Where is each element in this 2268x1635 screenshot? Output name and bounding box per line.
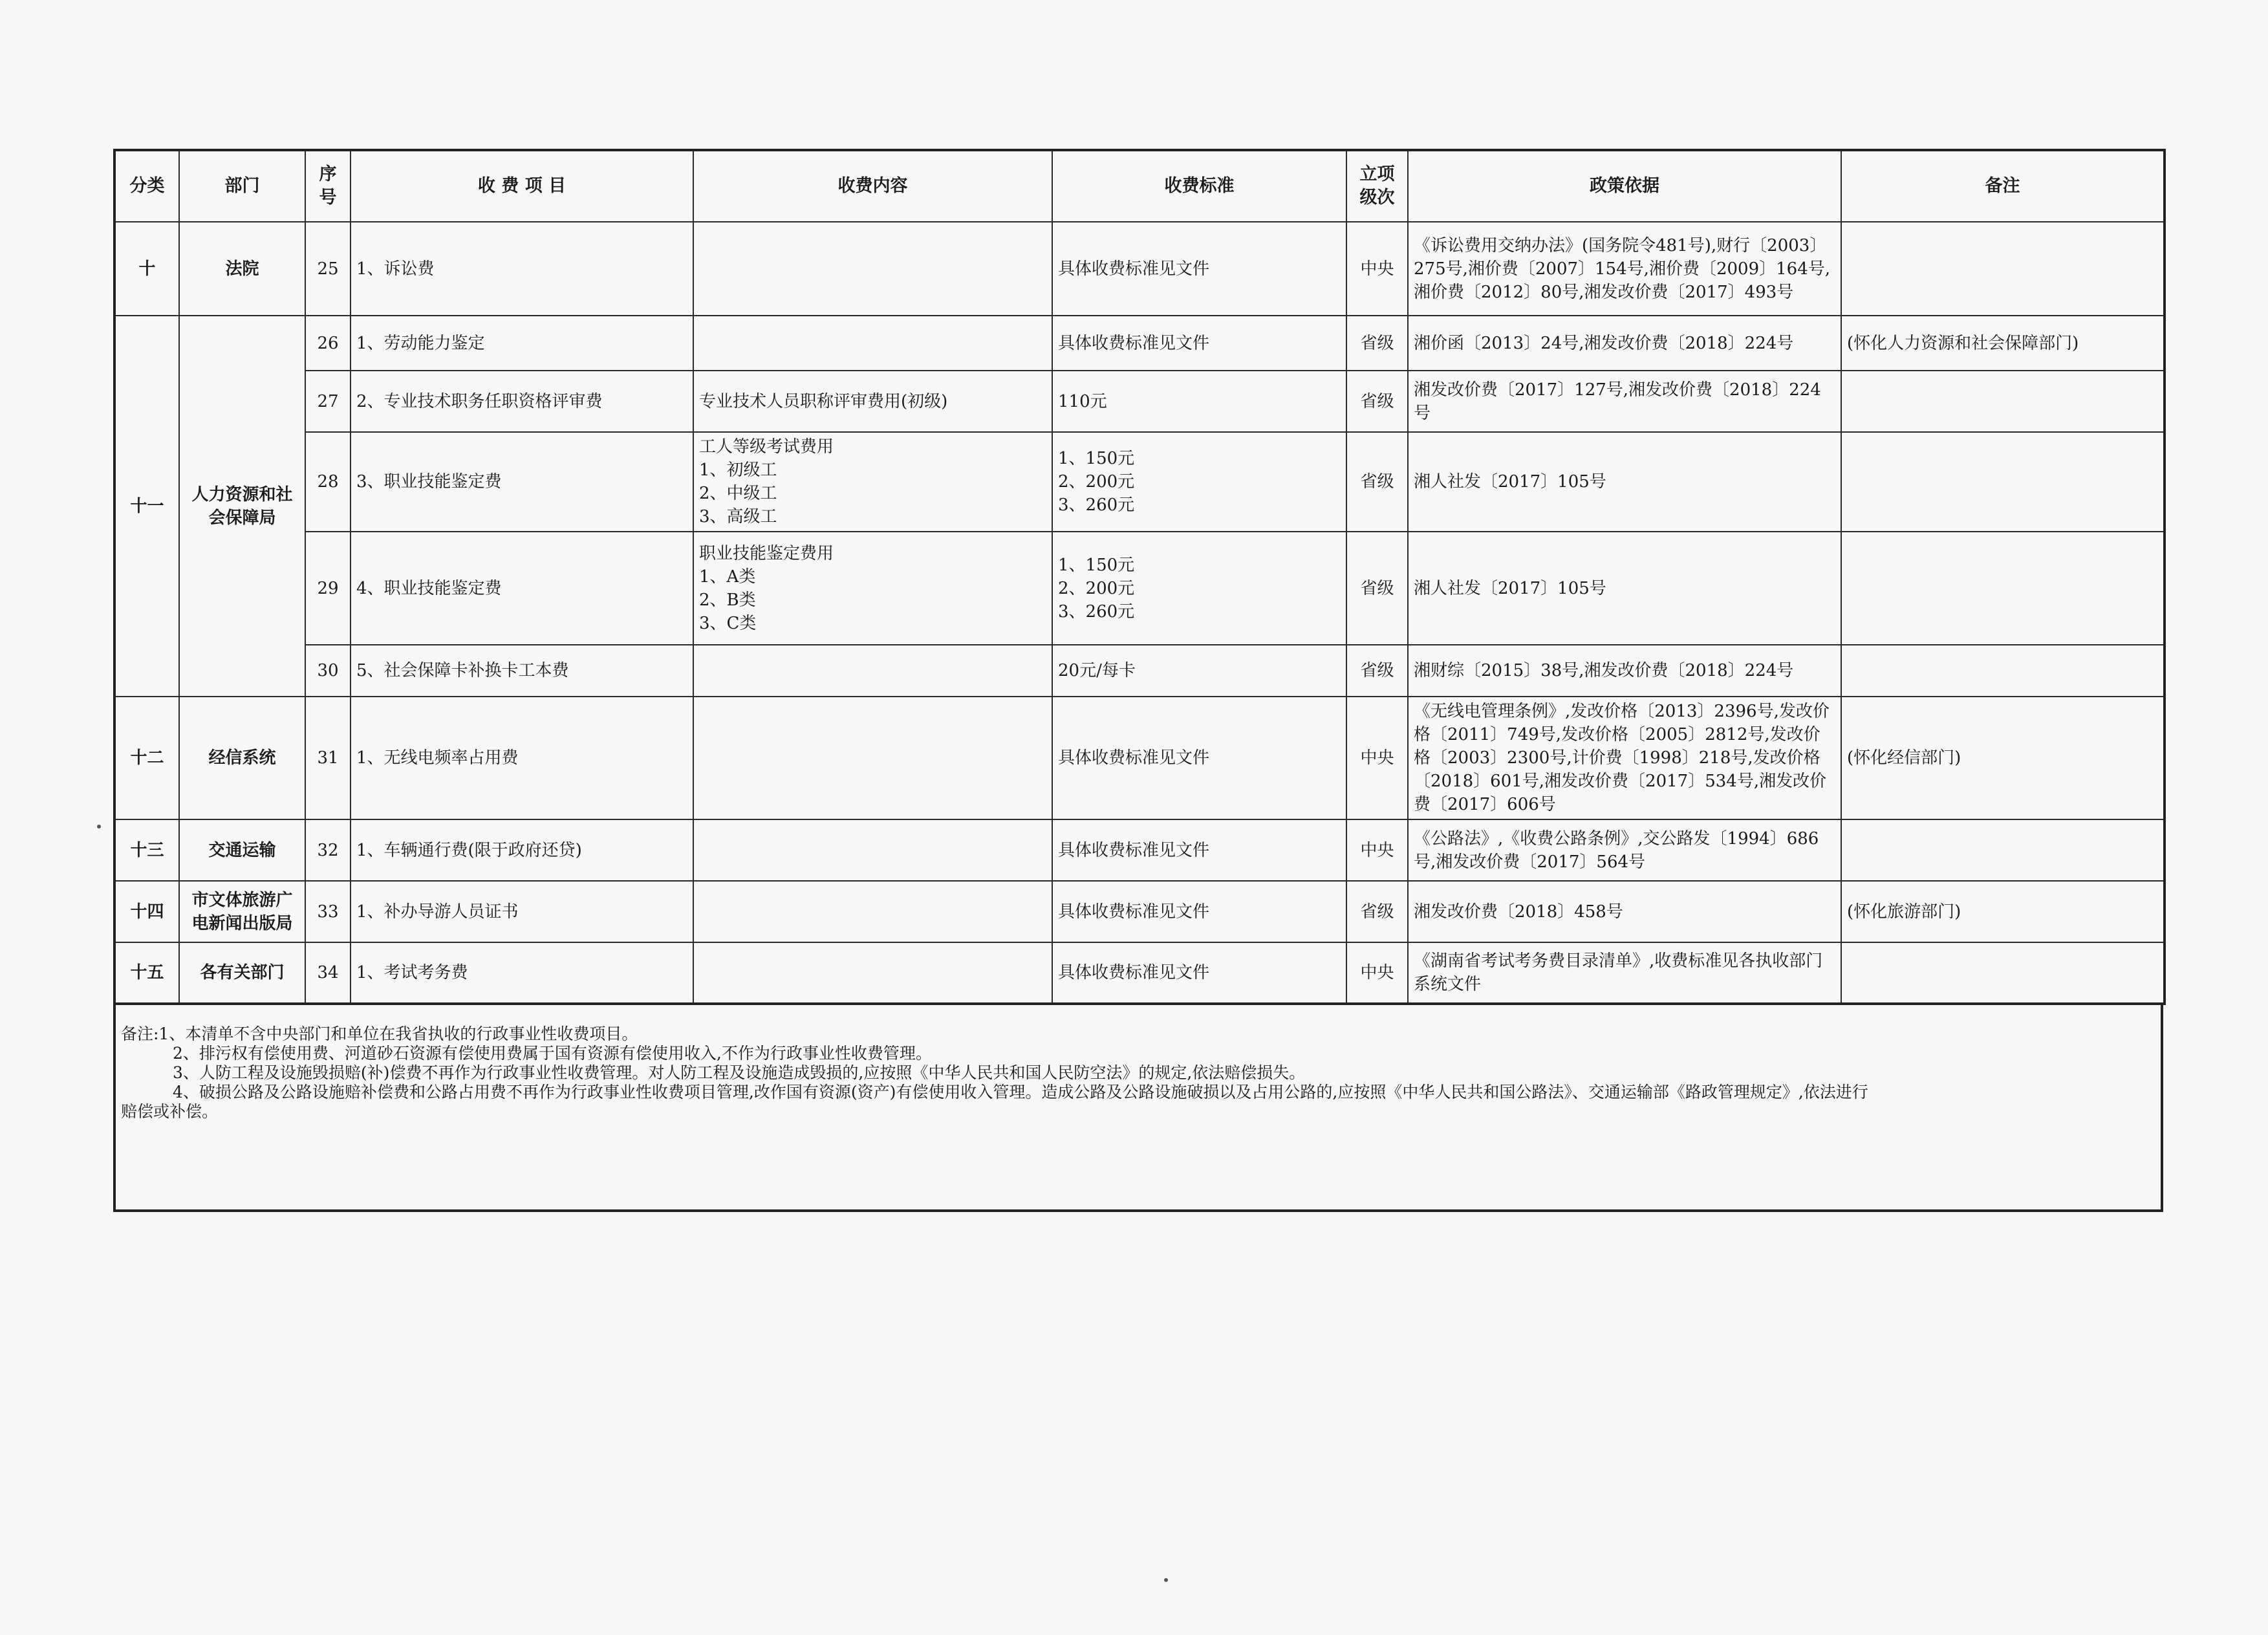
item-cell: 3、职业技能鉴定费 — [351, 432, 693, 532]
remark-cell — [1841, 371, 2165, 432]
note-line: 3、人防工程及设施毁损赔(补)偿费不再作为行政事业性收费管理。对人防工程及设施造成毁损的,应按照《中华人民共和国人民防空法》的规定,依法赔偿损失。 — [173, 1063, 1306, 1082]
table-row — [114, 881, 2165, 942]
table-body — [114, 222, 2165, 1004]
basis-cell: 《湖南省考试考务费目录清单》,收费标准见各执收部门系统文件 — [1408, 942, 1841, 1004]
basis-cell: 湘价函〔2013〕24号,湘发改价费〔2018〕224号 — [1408, 316, 1841, 371]
header-level: 立项级次 — [1346, 150, 1408, 222]
level-cell: 省级 — [1346, 532, 1408, 645]
item-cell: 1、车辆通行费(限于政府还贷) — [351, 819, 693, 881]
level-cell: 中央 — [1346, 819, 1408, 881]
header-category: 分类 — [114, 150, 179, 222]
table-row — [114, 645, 2165, 697]
level-cell: 省级 — [1346, 645, 1408, 697]
category-cell: 十五 — [114, 942, 179, 1004]
header-standard: 收费标准 — [1052, 150, 1346, 222]
department-cell: 经信系统 — [179, 697, 305, 819]
table-row — [114, 222, 2165, 316]
item-cell: 4、职业技能鉴定费 — [351, 532, 693, 645]
basis-cell: 《公路法》,《收费公路条例》,交公路发〔1994〕686号,湘发改价费〔2017〕564号 — [1408, 819, 1841, 881]
table-row — [114, 942, 2165, 1004]
item-cell: 2、专业技术职务任职资格评审费 — [351, 371, 693, 432]
table-row — [114, 532, 2165, 645]
content-cell — [693, 697, 1052, 819]
item-cell: 1、诉讼费 — [351, 222, 693, 316]
content-cell — [693, 222, 1052, 316]
content-cell — [693, 819, 1052, 881]
table-row — [114, 371, 2165, 432]
remark-cell — [1841, 645, 2165, 697]
note-line: 2、排污权有偿使用费、河道砂石资源有偿使用费属于国有资源有偿使用收入,不作为行政事业性收费管理。 — [173, 1044, 932, 1063]
standard-cell: 1、150元 2、200元 3、260元 — [1052, 532, 1346, 645]
basis-cell: 湘财综〔2015〕38号,湘发改价费〔2018〕224号 — [1408, 645, 1841, 697]
seq-cell: 29 — [305, 532, 351, 645]
category-cell: 十一 — [114, 316, 179, 697]
standard-cell: 20元/每卡 — [1052, 645, 1346, 697]
department-cell: 法院 — [179, 222, 305, 316]
basis-cell: 湘发改价费〔2017〕127号,湘发改价费〔2018〕224号 — [1408, 371, 1841, 432]
standard-cell: 具体收费标准见文件 — [1052, 316, 1346, 371]
level-cell: 中央 — [1346, 942, 1408, 1004]
standard-cell: 具体收费标准见文件 — [1052, 697, 1346, 819]
seq-cell: 25 — [305, 222, 351, 316]
notes-section — [113, 1005, 2163, 1212]
header-basis: 政策依据 — [1408, 150, 1841, 222]
category-cell: 十二 — [114, 697, 179, 819]
note-line: 赔偿或补偿。 — [121, 1102, 219, 1121]
department-cell: 人力资源和社会保障局 — [179, 316, 305, 697]
item-cell: 1、无线电频率占用费 — [351, 697, 693, 819]
header-item: 收 费 项 目 — [351, 150, 693, 222]
remark-cell — [1841, 942, 2165, 1004]
department-cell: 市文体旅游广电新闻出版局 — [179, 881, 305, 942]
content-cell: 职业技能鉴定费用 1、A类 2、B类 3、C类 — [693, 532, 1052, 645]
seq-cell: 28 — [305, 432, 351, 532]
standard-cell: 具体收费标准见文件 — [1052, 881, 1346, 942]
standard-cell: 110元 — [1052, 371, 1346, 432]
table-row — [114, 697, 2165, 819]
standard-cell: 具体收费标准见文件 — [1052, 942, 1346, 1004]
remark-cell — [1841, 222, 2165, 316]
table-row — [114, 819, 2165, 881]
item-cell: 1、劳动能力鉴定 — [351, 316, 693, 371]
header-remark: 备注 — [1841, 150, 2165, 222]
basis-cell: 《诉讼费用交纳办法》(国务院令481号),财行〔2003〕275号,湘价费〔2007〕154号,湘价费〔2009〕164号,湘价费〔2012〕80号,湘发改价费〔2017〕493号 — [1408, 222, 1841, 316]
item-cell: 1、补办导游人员证书 — [351, 881, 693, 942]
table-row — [114, 432, 2165, 532]
note-line: 4、破损公路及公路设施赔补偿费和公路占用费不再作为行政事业性收费项目管理,改作国有资源(资产)有偿使用收入管理。造成公路及公路设施破损以及占用公路的,应按照《中华人民共和国公路法》、交通运输部《路政管理规定》,依法进行 — [173, 1083, 1868, 1101]
seq-cell: 30 — [305, 645, 351, 697]
remark-cell — [1841, 532, 2165, 645]
scan-speck — [1164, 1578, 1168, 1582]
department-cell: 交通运输 — [179, 819, 305, 881]
header-content: 收费内容 — [693, 150, 1052, 222]
remark-cell — [1841, 819, 2165, 881]
level-cell: 省级 — [1346, 432, 1408, 532]
scan-speck — [97, 825, 101, 828]
level-cell: 省级 — [1346, 371, 1408, 432]
content-cell: 专业技术人员职称评审费用(初级) — [693, 371, 1052, 432]
note-line: 备注:1、本清单不含中央部门和单位在我省执收的行政事业性收费项目。 — [121, 1024, 638, 1043]
fee-table — [113, 149, 2166, 1005]
seq-cell: 26 — [305, 316, 351, 371]
seq-cell: 33 — [305, 881, 351, 942]
seq-cell: 34 — [305, 942, 351, 1004]
category-cell: 十三 — [114, 819, 179, 881]
remark-cell: (怀化人力资源和社会保障部门) — [1841, 316, 2165, 371]
content-cell — [693, 645, 1052, 697]
table-row — [114, 316, 2165, 371]
table-header-row — [114, 150, 2165, 222]
seq-cell: 32 — [305, 819, 351, 881]
level-cell: 中央 — [1346, 222, 1408, 316]
content-cell — [693, 316, 1052, 371]
remark-cell — [1841, 432, 2165, 532]
seq-cell: 31 — [305, 697, 351, 819]
basis-cell: 《无线电管理条例》,发改价格〔2013〕2396号,发改价格〔2011〕749号,发改价格〔2005〕2812号,发改价格〔2003〕2300号,计价费〔1998〕218号,发改价格〔2018〕601号,湘发改价费〔2017〕534号,湘发改价费〔2017〕606号 — [1408, 697, 1841, 819]
category-cell: 十 — [114, 222, 179, 316]
fee-list-sheet — [113, 149, 2163, 1212]
standard-cell: 具体收费标准见文件 — [1052, 222, 1346, 316]
content-cell — [693, 881, 1052, 942]
header-department: 部门 — [179, 150, 305, 222]
item-cell: 1、考试考务费 — [351, 942, 693, 1004]
basis-cell: 湘人社发〔2017〕105号 — [1408, 432, 1841, 532]
department-cell: 各有关部门 — [179, 942, 305, 1004]
item-cell: 5、社会保障卡补换卡工本费 — [351, 645, 693, 697]
category-cell: 十四 — [114, 881, 179, 942]
level-cell: 省级 — [1346, 316, 1408, 371]
header-seq: 序号 — [305, 150, 351, 222]
standard-cell: 1、150元 2、200元 3、260元 — [1052, 432, 1346, 532]
seq-cell: 27 — [305, 371, 351, 432]
content-cell — [693, 942, 1052, 1004]
remark-cell: (怀化旅游部门) — [1841, 881, 2165, 942]
level-cell: 省级 — [1346, 881, 1408, 942]
basis-cell: 湘人社发〔2017〕105号 — [1408, 532, 1841, 645]
remark-cell: (怀化经信部门) — [1841, 697, 2165, 819]
basis-cell: 湘发改价费〔2018〕458号 — [1408, 881, 1841, 942]
content-cell: 工人等级考试费用 1、初级工 2、中级工 3、高级工 — [693, 432, 1052, 532]
standard-cell: 具体收费标准见文件 — [1052, 819, 1346, 881]
level-cell: 中央 — [1346, 697, 1408, 819]
